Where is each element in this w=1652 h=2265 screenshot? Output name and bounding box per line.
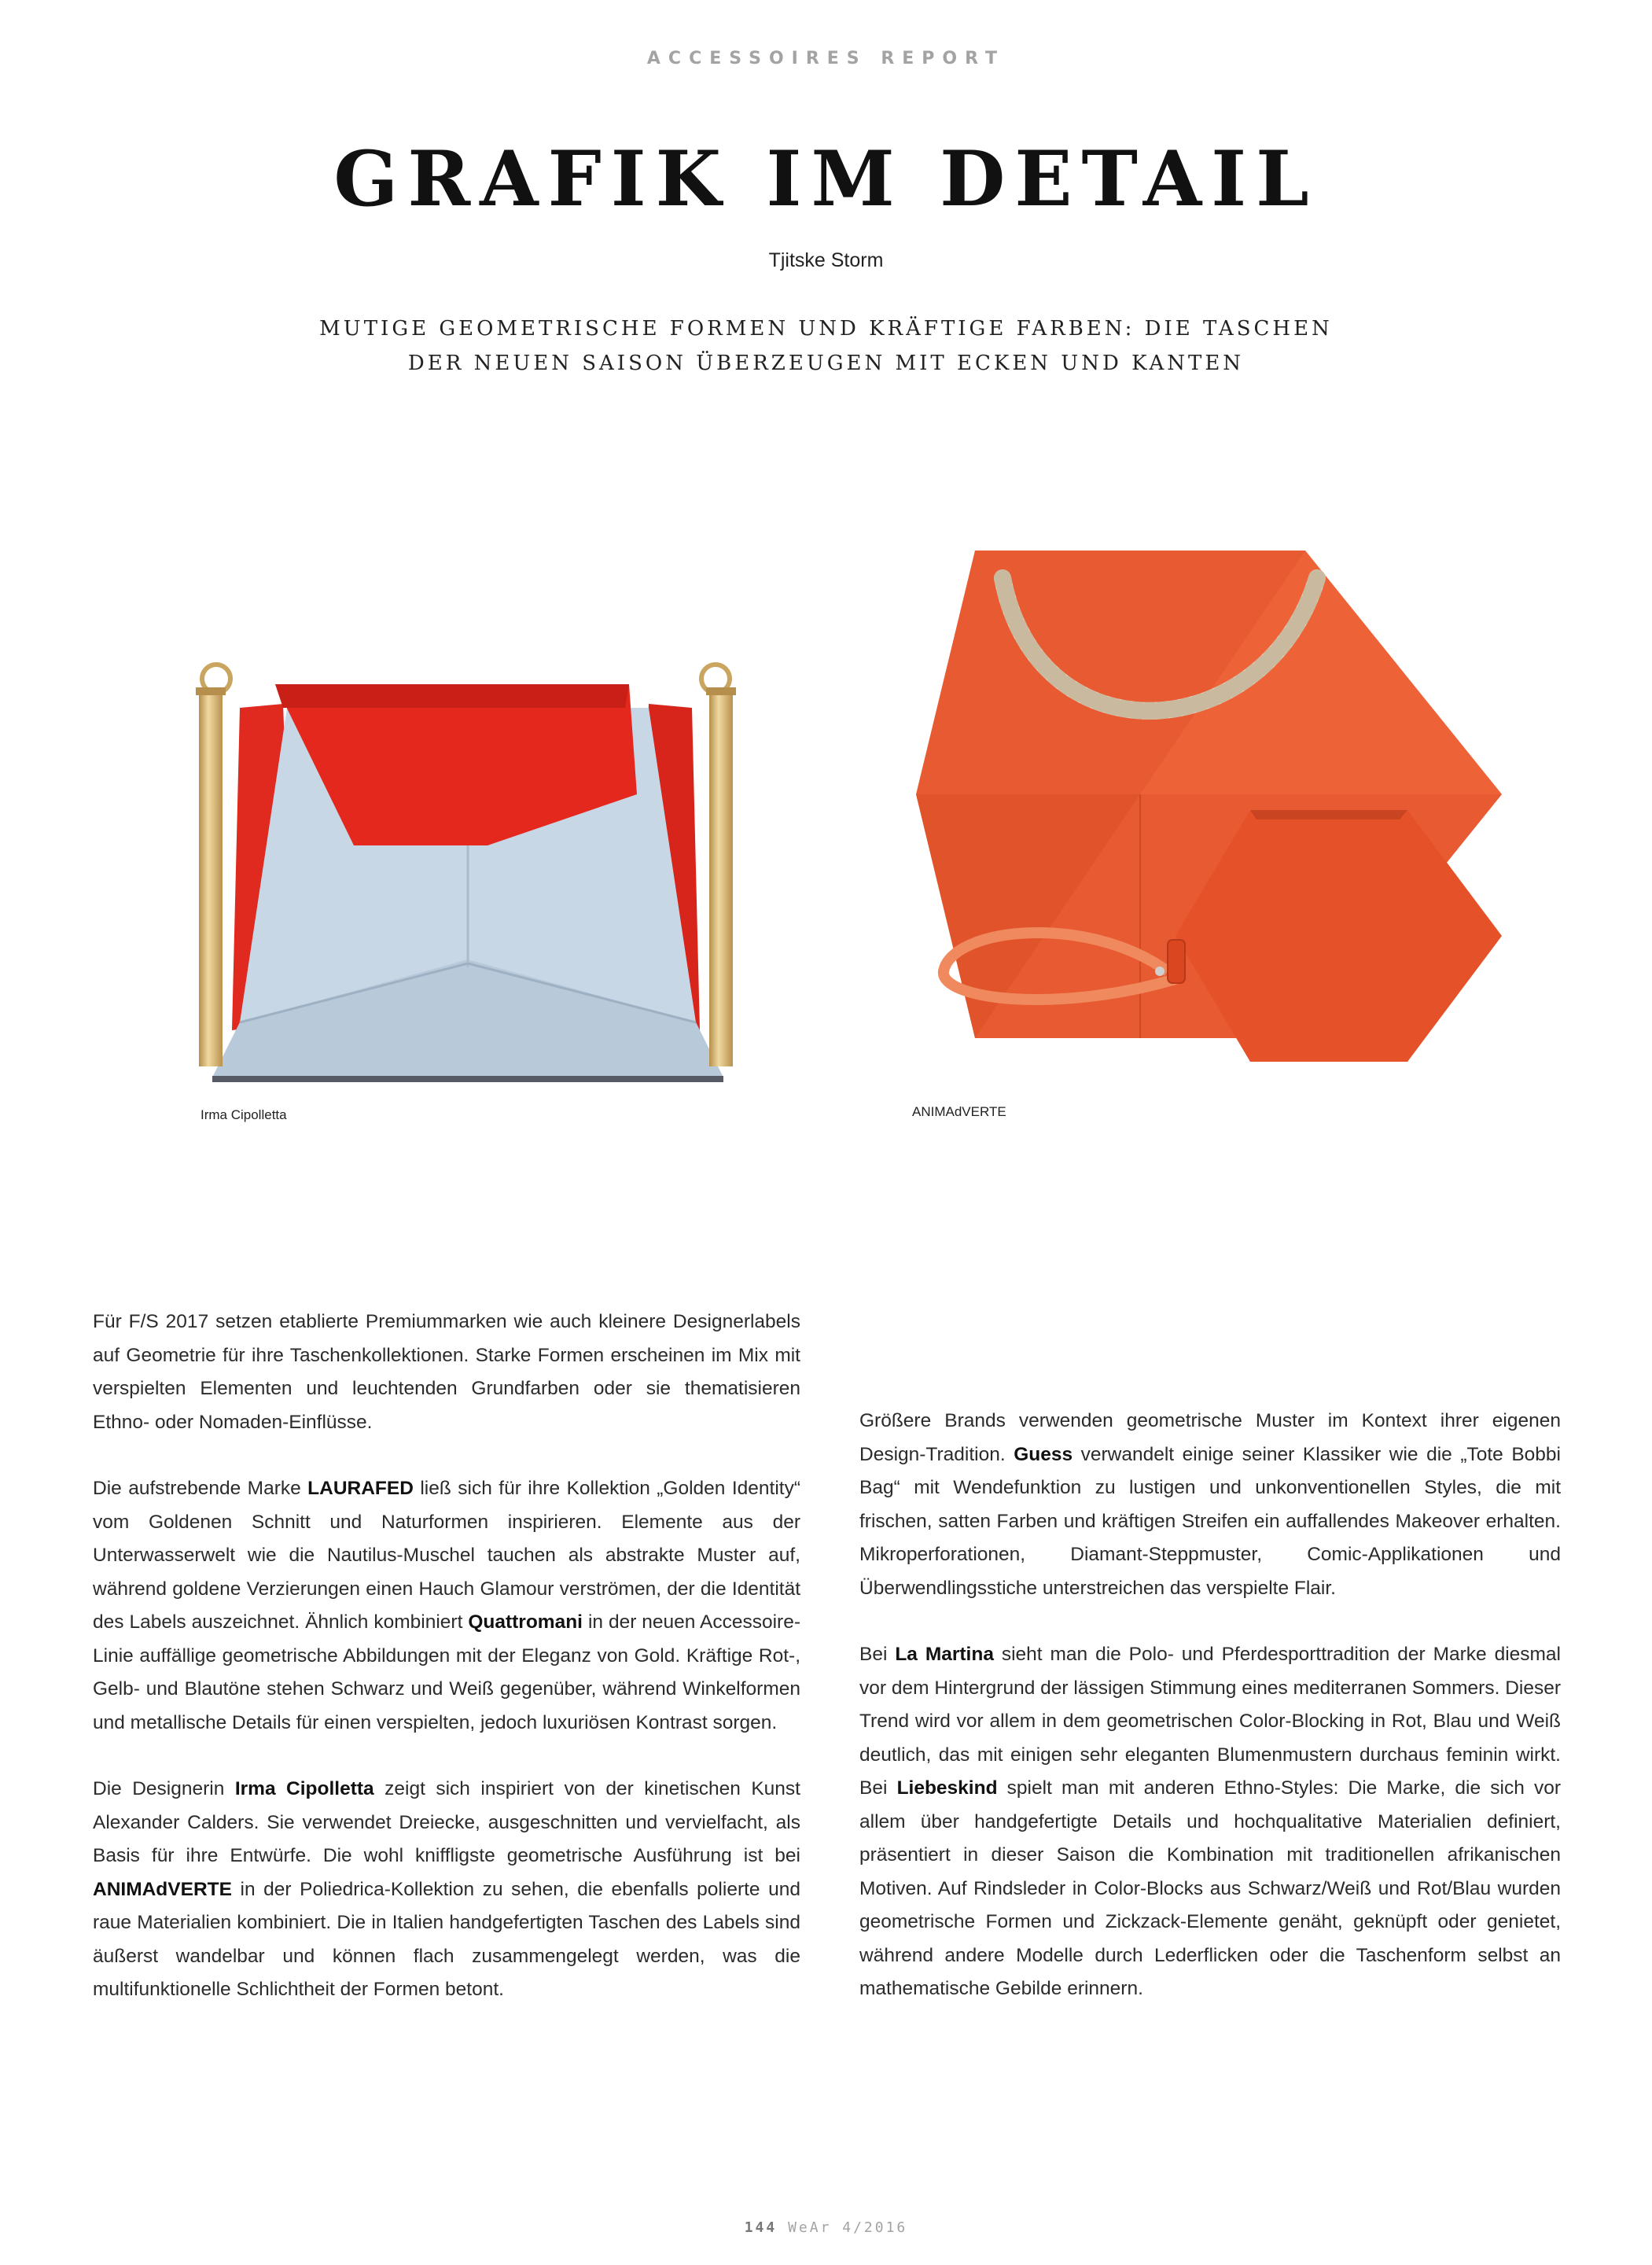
gold-bar-left	[199, 691, 223, 1066]
brand-laurafed: LAURAFED	[307, 1478, 414, 1499]
brand-guess: Guess	[1014, 1443, 1073, 1465]
paragraph-1: Für F/S 2017 setzen etablierte Premiummarken wie auch kleinere Designerlabels auf Geometrie für ihre Taschenkollektionen. Starke Formen erscheinen im Mix mit verspielten Elementen und leuchtenden Grundfarben oder sie thematisieren Ethno- oder Nomaden-Einflüsse.	[93, 1311, 800, 1433]
author-byline: Tjitske Storm	[768, 249, 884, 271]
brand-irma-cipolletta: Irma Cipolletta	[234, 1778, 374, 1799]
bag-base	[212, 1076, 723, 1082]
paragraph-4: Größere Brands verwenden geometrische Muster im Kontext ihrer eigenen Design-Tradition. Guess verwandelt einige seiner Klassiker wie die „Tote Bobbi Bag“ mit Wendefunktion zu lustigen und unkonventionellen Styles, die mit frischen, satten Farben und kräftigen Streifen ein auffallendes Makeover erhalten. Mikroperforationen, Diamant-Steppmuster, Comic-Applikationen und Überwendlingsstiche unterstreichen das verspielte Flair.	[859, 1410, 1561, 1599]
standfirst-line-2: DER NEUEN SAISON ÜBERZEUGEN MIT ECKEN UND KANTEN	[407, 352, 1245, 375]
gold-bar-right	[709, 691, 733, 1066]
publication-issue: WeAr 4/2016	[788, 2219, 908, 2236]
brand-animadverte: ANIMAdVERTE	[93, 1878, 232, 1900]
page-number: 144	[744, 2219, 778, 2236]
red-flap-shade	[275, 684, 629, 708]
photo-animadverte-bag	[896, 535, 1525, 1077]
standfirst-line-1: MUTIGE GEOMETRISCHE FORMEN UND KRÄFTIGE FARBEN: DIE TASCHEN	[319, 317, 1333, 341]
zipper-pull	[1168, 940, 1185, 983]
caption-right: ANIMAdVERTE	[912, 1104, 1006, 1119]
section-kicker: ACCESSOIRES REPORT	[646, 49, 1006, 68]
article-column-left	[93, 1306, 800, 2007]
photo-irma-cipolletta-bag	[177, 653, 743, 1093]
paragraph-2: Die aufstrebende Marke LAURAFED ließ sich für ihre Kollektion „Golden Identity“ vom Goldenen Schnitt und Naturformen inspirieren. Elemente aus der Unterwasserwelt wie die Nautilus-Muschel tauchen als abstrakte Muster auf, während goldene Verzierungen einen Hauch Glamour verströmen, der die Identität des Labels auszeichnet. Ähnlich kombiniert Quattromani in der neuen Accessoire-Linie auffällige geometrische Abbildungen mit der Eleganz von Gold. Kräftige Rot-, Gelb- und Blautöne stehen Schwarz und Weiß gegenüber, während Winkelformen und metallische Details für einen verspielten, jedoch luxuriösen Kontrast sorgen.	[93, 1478, 800, 1733]
caption-left: Irma Cipolletta	[201, 1107, 287, 1122]
page-footer	[0, 2219, 1652, 2236]
column-continuation-space	[859, 1306, 1561, 1405]
paragraph-3: Die Designerin Irma Cipolletta zeigt sich inspiriert von der kinetischen Kunst Alexander Calders. Sie verwendet Dreiecke, ausgeschnitten und vervielfacht, als Basis für ihre Entwürfe. Die wohl kniffligste geometrische Ausführung ist bei ANIMAdVERTE in der Poliedrica-Kollektion zu sehen, die ebenfalls polierte und raue Materialien kombiniert. Die in Italien handgefertigten Taschen des Labels sind äußerst wandelbar und können flach zusammengelegt werden, was die multifunktionelle Schlichtheit der Formen betont.	[93, 1778, 800, 2000]
brand-liebeskind: Liebeskind	[896, 1777, 998, 1799]
article-column-right	[859, 1306, 1561, 2039]
brand-quattromani: Quattromani	[468, 1611, 583, 1633]
standfirst	[0, 311, 1652, 381]
page-title: GRAFIK IM DETAIL	[333, 134, 1319, 223]
brand-la-martina: La Martina	[895, 1644, 994, 1665]
paragraph-5: Bei La Martina sieht man die Polo- und Pferdesporttradition der Marke diesmal vor dem Hintergrund der lässigen Stimmung eines mediterranen Sommers. Dieser Trend wird vor allem in dem geometrischen Color-Blocking in Rot, Blau und Weiß deutlich, das mit einigen sehr eleganten Blumenmustern durchaus feminin wirkt. Bei Liebeskind spielt man mit anderen Ethno-Styles: Die Marke, die sich vor allem über handgefertigte Details und hochqualitative Materialien definiert, präsentiert in dieser Saison die Kombination mit traditionellen afrikanischen Motiven. Auf Rindsleder in Color-Blocks aus Schwarz/Weiß und Rot/Blau wurden geometrische Formen und Zickzack-Elemente genäht, geknüpft oder genietet, während andere Modelle durch Lederflicken oder die Taschenform selbst an mathematische Gebilde erinnern.	[859, 1644, 1562, 1999]
